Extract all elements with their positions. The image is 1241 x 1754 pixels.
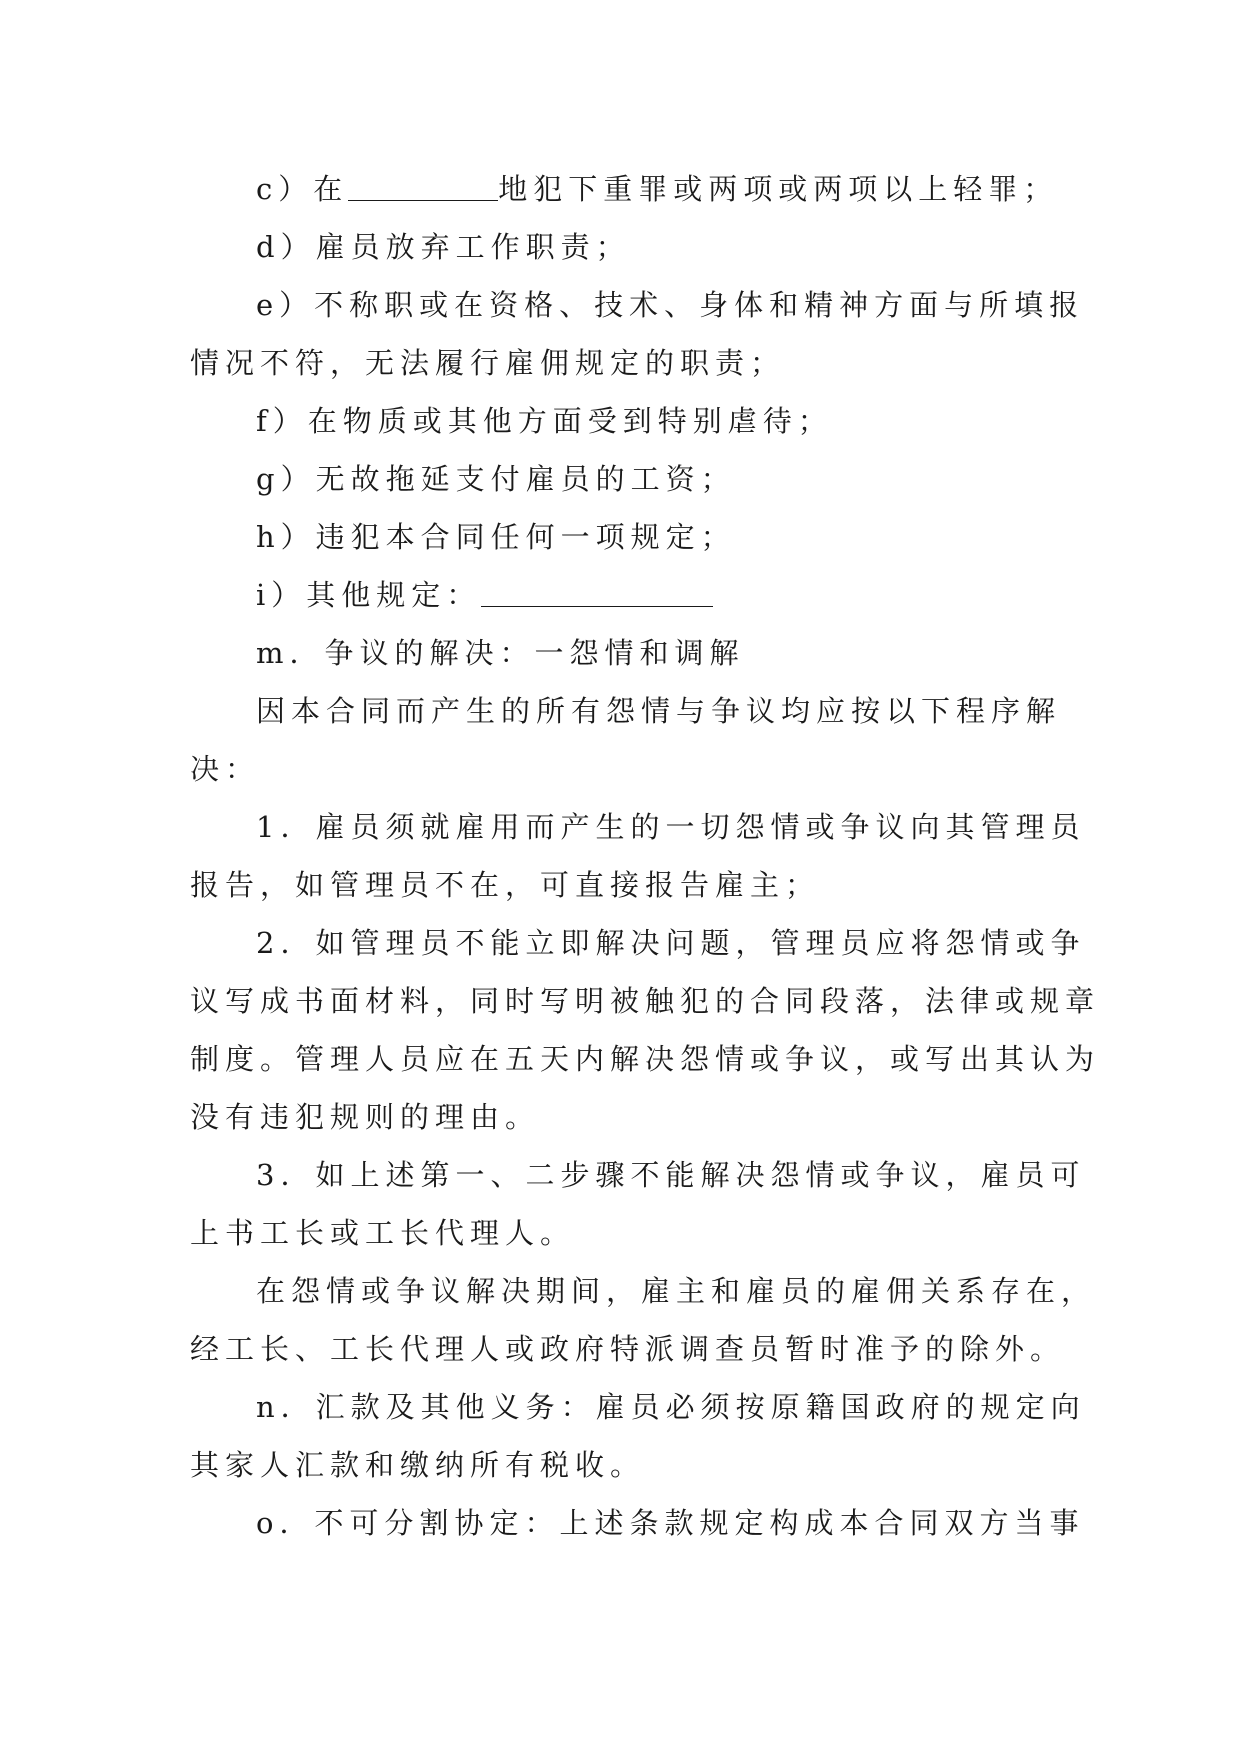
blank-field xyxy=(348,178,498,201)
step-2: 2．如管理员不能立即解决问题，管理员应将怨情或争 xyxy=(256,926,1086,960)
paragraph-line: 决： xyxy=(190,752,261,786)
clause-i xyxy=(190,566,1060,624)
clause-g: g）无故拖延支付雇员的工资； xyxy=(256,462,736,496)
section-n-cont: 其家人汇款和缴纳所有税收。 xyxy=(190,1448,646,1482)
step-2-cont: 议写成书面材料，同时写明被触犯的合同段落，法律或规章 xyxy=(190,984,1101,1018)
clause-d: d）雇员放弃工作职责； xyxy=(256,230,631,264)
clause-e-cont: 情况不符，无法履行雇佣规定的职责； xyxy=(190,346,786,380)
blank-field xyxy=(481,584,713,607)
clause-c xyxy=(190,160,1060,218)
step-2-cont: 制度。管理人员应在五天内解决怨情或争议，或写出其认为 xyxy=(190,1042,1101,1076)
paragraph-line: 在怨情或争议解决期间，雇主和雇员的雇佣关系存在， xyxy=(256,1274,1097,1308)
step-3-cont: 上书工长或工长代理人。 xyxy=(190,1216,576,1250)
clause-c-text-end: 地犯下重罪或两项或两项以上轻罪； xyxy=(498,172,1059,206)
step-2-cont: 没有违犯规则的理由。 xyxy=(190,1100,541,1134)
section-n: n．汇款及其他义务：雇员必须按原籍国政府的规定向 xyxy=(256,1390,1086,1424)
paragraph-line: 因本合同而产生的所有怨情与争议均应按以下程序解 xyxy=(256,694,1062,728)
clause-e: e）不称职或在资格、技术、身体和精神方面与所填报 xyxy=(256,288,1085,322)
paragraph-line: 经工长、工长代理人或政府特派调查员暂时准予的除外。 xyxy=(190,1332,1066,1366)
section-m-heading: m．争议的解决：一怨情和调解 xyxy=(256,636,745,670)
clause-h: h）违犯本合同任何一项规定； xyxy=(256,520,736,554)
clause-i-text: i）其他规定： xyxy=(256,578,482,612)
document-page xyxy=(190,160,1101,1552)
section-o: o．不可分割协定：上述条款规定构成本合同双方当事 xyxy=(256,1506,1085,1540)
step-1: 1．雇员须就雇用而产生的一切怨情或争议向其管理员 xyxy=(256,810,1086,844)
step-1-cont: 报告，如管理员不在，可直接报告雇主； xyxy=(190,868,821,902)
step-3: 3．如上述第一、二步骤不能解决怨情或争议，雇员可 xyxy=(256,1158,1086,1192)
clause-c-text: c）在 xyxy=(256,172,349,206)
clause-f: f）在物质或其他方面受到特别虐待； xyxy=(256,404,833,438)
